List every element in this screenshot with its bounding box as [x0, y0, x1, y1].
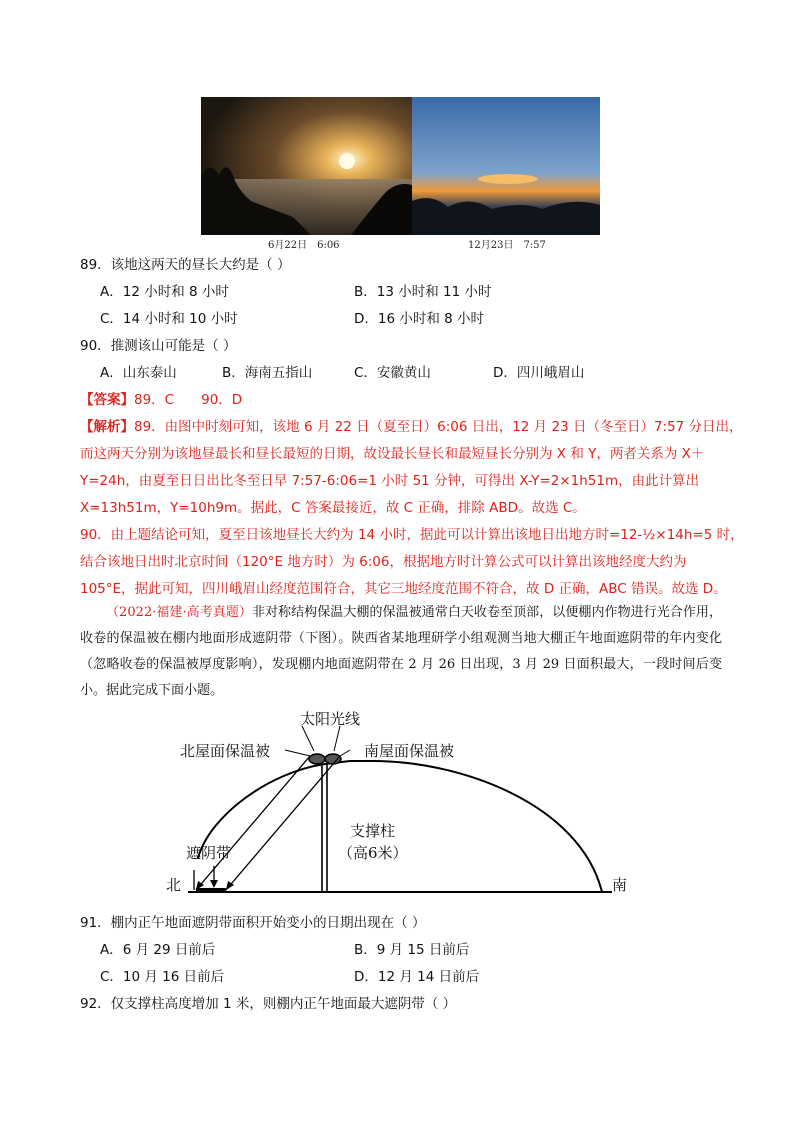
q90-stem: 90．推测该山可能是（ ） [80, 338, 237, 354]
analysis-line-6: 结合该地日出时北京时间（120°E 地方时）为 6:06，根据地方时计算公式可以计算出该地经度大约为 [80, 554, 687, 570]
q91-option-b: B．9 月 15 日前后 [354, 942, 470, 958]
q90-option-a: A．山东泰山 [100, 365, 177, 381]
greenhouse-roof [198, 761, 602, 892]
q91-stem: 91．棚内正午地面遮阴带面积开始变小的日期出现在（ ） [80, 915, 426, 931]
analysis-line-2: 而这两天分别为该地昼最长和昼长最短的日期，故设最长昼长和最短昼长分别为 X 和 Y，两者关系为 X＋ [80, 446, 705, 462]
label-north: 北 [166, 876, 182, 894]
greenhouse-diagram [150, 700, 650, 900]
label-sun-rays: 太阳光线 [300, 710, 361, 728]
label-north-quilt: 北屋面保温被 [180, 742, 271, 760]
q90-option-b: B．海南五指山 [222, 365, 313, 381]
label-pillar: 支撑柱 [350, 822, 396, 840]
analysis-line-4: X=13h51m，Y=10h9m。据此，C 答案最接近，故 C 正确，排除 ABD。故选 C。 [80, 500, 586, 516]
sun-ray-north [196, 756, 310, 890]
north-quilt-roll [309, 754, 325, 764]
analysis-line-7: 105°E，据此可知，四川峨眉山经度范围符合，其它三地经度范围不符合，故 D 正确，ABC 错误。故选 D。 [80, 581, 727, 597]
analysis-line-3: Y=24h，由夏至日日出比冬至日早 7:57-6:06=1 小时 51 分钟，可得出 X-Y=2×1h51m，由此计算出 [80, 473, 700, 489]
q90-option-d: D．四川峨眉山 [493, 365, 585, 381]
q89-option-a: A．12 小时和 8 小时 [100, 284, 229, 300]
q89-stem: 89．该地这两天的昼长大约是（ ） [80, 257, 291, 273]
q89-option-c: C．14 小时和 10 小时 [100, 311, 238, 327]
q90-option-c: C．安徽黄山 [354, 365, 431, 381]
answer-line [80, 391, 242, 409]
analysis-label: 【解析】 [80, 419, 134, 435]
q91-option-d: D．12 月 14 日前后 [354, 969, 480, 985]
q91-option-a: A．6 月 29 日前后 [100, 942, 216, 958]
photo-right-caption: 12月23日 7:57 [468, 240, 546, 251]
analysis-line-1: 【解析】89．由图中时刻可知，该地 6 月 22 日（夏至日）6:06 日出，12 月 23 日（冬至日）7:57 分日出， [80, 419, 743, 435]
answer-text: 89．C 90．D [134, 392, 243, 408]
context-text: 非对称结构保温大棚的保温被通常白天收卷至顶部，以便棚内作物进行光合作用，收卷的保温被在棚内地面形成遮阴带（下图）。陕西省某地理研学小组观测当地大棚正午地面遮阴带的年内变化（忽略收卷的保温被厚度影响），发现棚内地面遮阴带在 2 月 26 日出现，3 月 29 日面积最大，一段时间后变小。据此完成下面小题。 [80, 605, 722, 698]
q91-option-c: C．10 月 16 日前后 [100, 969, 225, 985]
south-quilt-roll [325, 754, 341, 764]
label-pillar-height: （高6米） [338, 844, 408, 862]
context-source: （2022·福建·高考真题） [106, 605, 252, 620]
q92-stem: 92．仅支撑柱高度增加 1 米，则棚内正午地面最大遮阴带（ ） [80, 996, 457, 1012]
q89-option-b: B．13 小时和 11 小时 [354, 284, 492, 300]
label-south-quilt: 南屋面保温被 [364, 742, 455, 760]
label-south: 南 [612, 876, 628, 894]
q89-option-d: D．16 小时和 8 小时 [354, 311, 485, 327]
analysis-line-5: 90．由上题结论可知，夏至日该地昼长大约为 14 小时，据此可以计算出该地日出地方时=12-½×14h=5 时， [80, 527, 744, 543]
label-shade-band: 遮阴带 [186, 844, 232, 862]
photo-left-caption: 6月22日 6:06 [268, 240, 340, 251]
photo-summer-sunrise [201, 97, 412, 235]
photo-winter-sunrise [412, 97, 600, 235]
answer-label: 【答案】 [80, 392, 134, 408]
context-paragraph [80, 600, 722, 704]
